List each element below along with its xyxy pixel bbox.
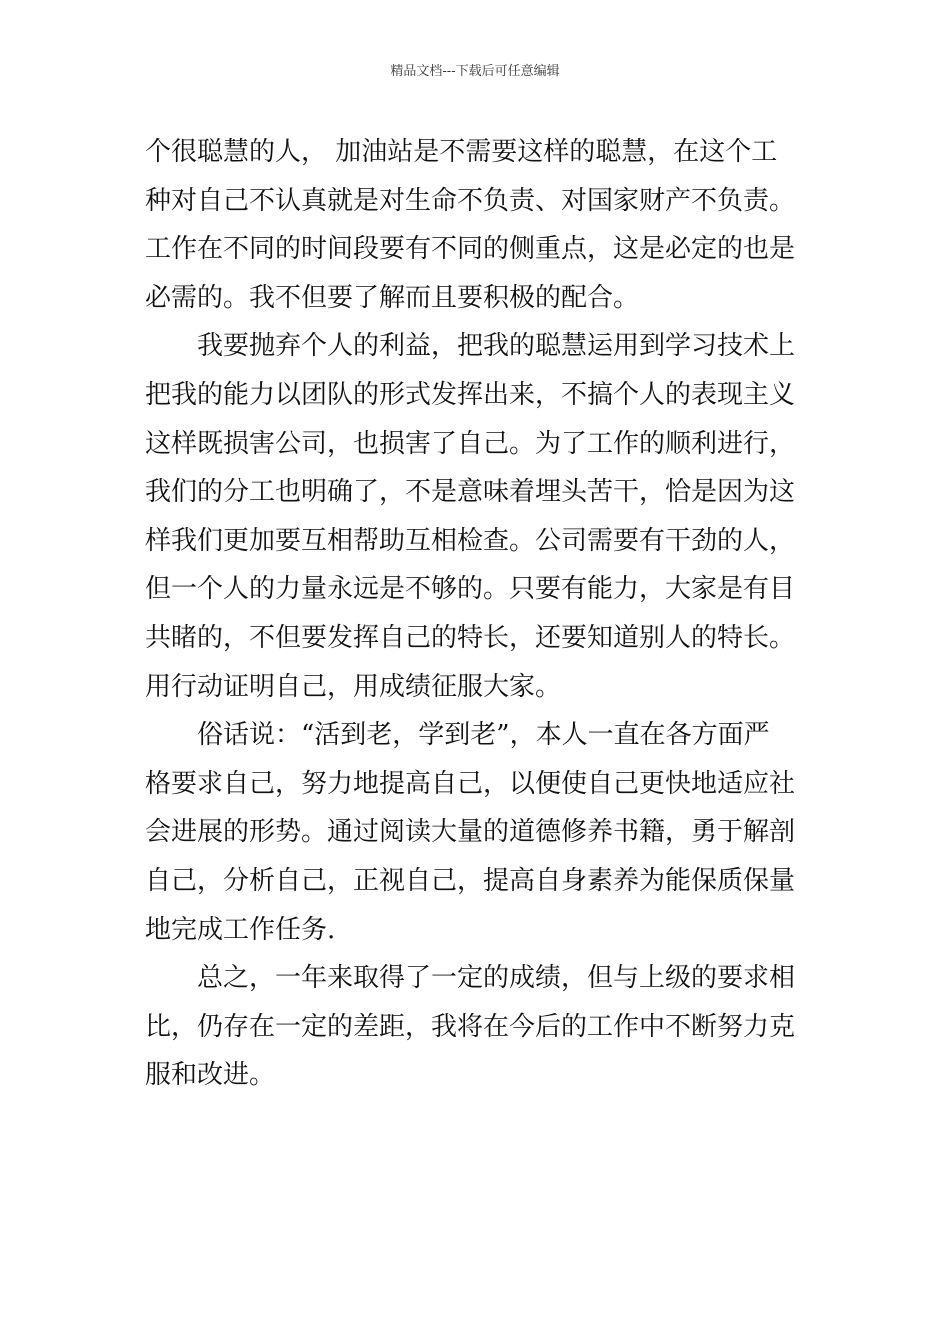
text-line: 会进展的形势。通过阅读大量的道德修养书籍，勇于解剖 [145,817,796,848]
text-line: 把我的能力以团队的形式发挥出来，不搞个人的表现主义 [145,379,796,410]
text-line: 格要求自己，努力地提高自己，以便使自己更快地适应社 [145,768,796,799]
text-line: 我们的分工也明确了，不是意味着埋头苦干，恰是因为这 [145,477,796,508]
text-line: 共睹的，不但要发挥自己的特长，还要知道别人的特长。 [145,622,796,653]
text-line: 服和改进。 [145,1060,276,1091]
paragraph-start-line: 俗话说：“活到老，学到老”，本人一直在各方面严 [197,720,770,751]
text-line: 这样既损害公司，也损害了自己。为了工作的顺利进行， [145,428,796,459]
text-line: 个很聪慧的人， 加油站是不需要这样的聪慧，在这个工 [145,137,778,167]
text-line: 比，仍存在一定的差距，我将在今后的工作中不断努力克 [145,1011,796,1042]
text-line: 自己，分析自己，正视自己，提高自身素养为能保质保量 [145,865,796,896]
text-line: 但一个人的力量永远是不够的。只要有能力，大家是有目 [145,574,796,605]
document-body [145,128,807,1100]
paragraph-start-line: 我要抛弃个人的利益，把我的聪慧运用到学习技术上 [197,331,796,362]
page-header: 精品文档---下载后可任意编辑 [390,64,560,79]
text-line: 必需的。我不但要了解而且要积极的配合。 [145,282,640,313]
text-line: 用行动证明自己，用成绩征服大家。 [145,671,562,702]
text-line: 种对自己不认真就是对生命不负责、对国家财产不负责。 [145,185,796,216]
paragraph-start-line: 总之，一年来取得了一定的成绩，但与上级的要求相 [197,963,796,994]
text-line: 样我们更加要互相帮助互相检查。公司需要有干劲的人， [145,525,796,556]
text-line: 地完成工作任务. [145,914,336,945]
text-line: 工作在不同的时间段要有不同的侧重点，这是必定的也是 [145,234,796,265]
